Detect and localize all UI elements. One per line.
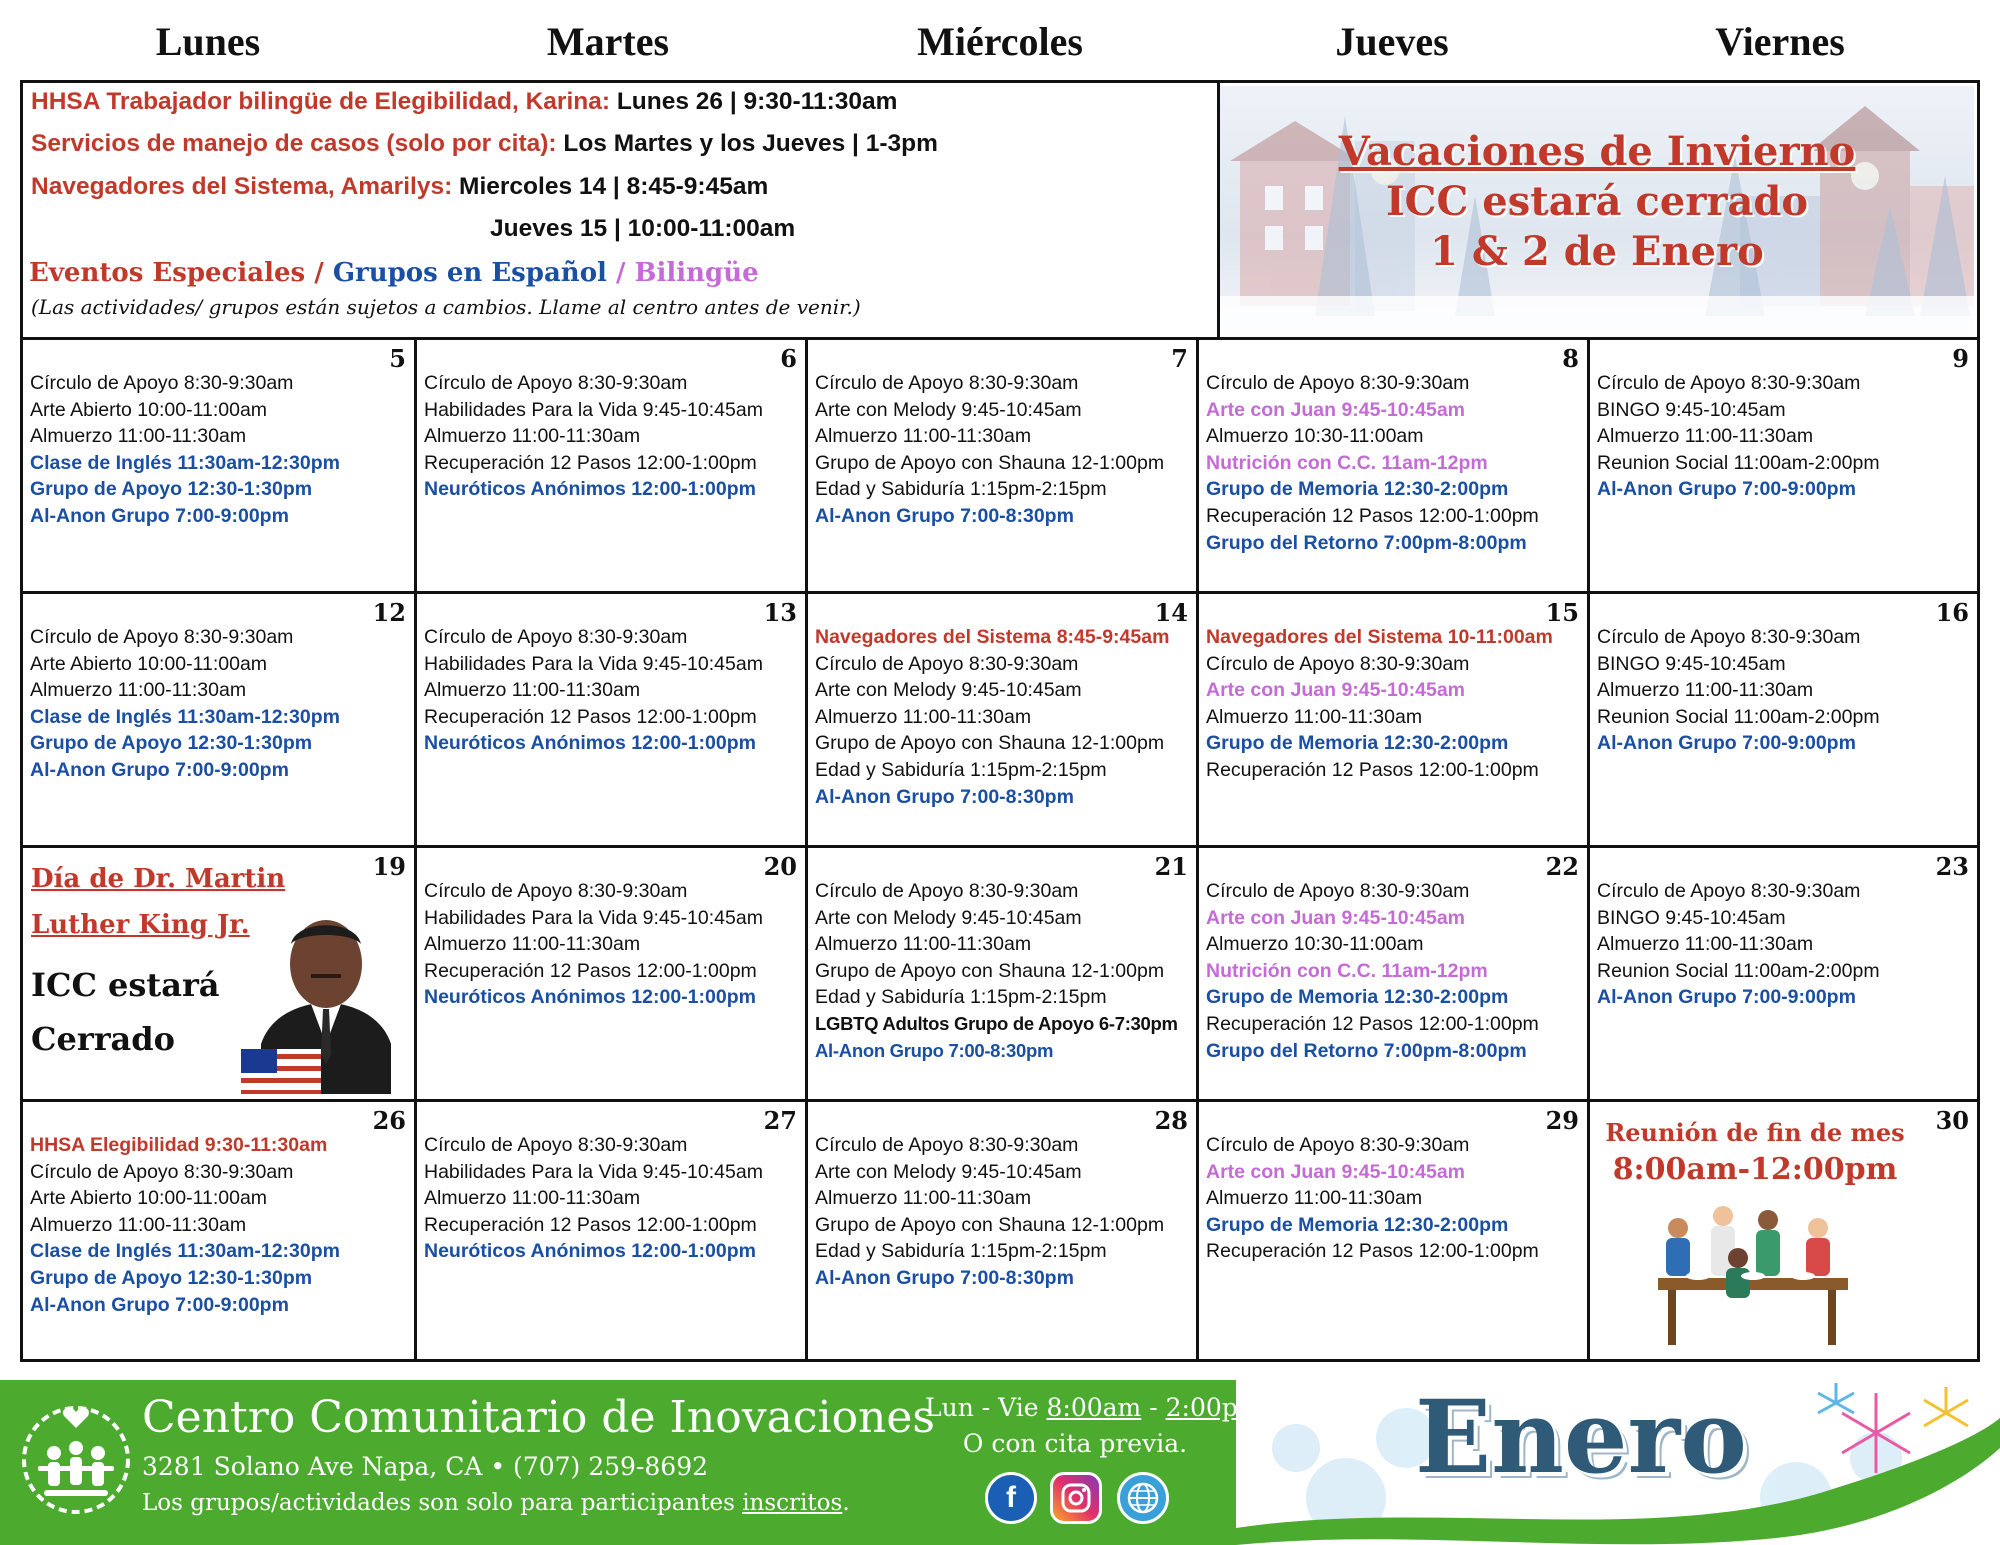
facebook-icon[interactable] [985,1472,1037,1524]
event-item: Grupo de Apoyo 12:30-1:30pm [30,732,313,755]
event-item: Almuerzo 11:00-11:30am [424,679,641,702]
org-address: 3281 Solano Ave Napa, CA • (707) 259-8692 [142,1452,709,1481]
event-list [424,878,763,1011]
globe-icon[interactable] [1117,1472,1169,1524]
day-cell [1590,340,1977,591]
event-item: Círculo de Apoyo 8:30-9:30am [1206,372,1470,394]
event-item: Navegadores del Sistema 8:45-9:45am [815,626,1170,648]
event-item: Neuróticos Anónimos 12:00-1:00pm [424,1240,756,1263]
event-item: Grupo de Memoria 12:30-2:00pm [1206,732,1509,755]
winter-vacation-banner [1220,86,1974,337]
day-number: 14 [1154,598,1188,627]
event-item: Reunion Social 11:00am-2:00pm [1597,451,1880,474]
month-title: Enero [1415,1378,1747,1496]
legend-special: Eventos Especiales [29,258,306,288]
event-item: Almuerzo 11:00-11:30am [815,933,1032,956]
event-list [424,370,763,503]
day-number: 19 [372,852,406,881]
disclaimer-note: (Las actividades/ grupos están sujetos a cambios. Llame al centro antes de venir.) [31,295,861,319]
event-item: Círculo de Apoyo 8:30-9:30am [30,372,294,394]
event-item: Clase de Inglés 11:30am-12:30pm [30,1240,340,1263]
day-number: 28 [1154,1106,1188,1135]
event-item: Al-Anon Grupo 7:00-9:00pm [1597,478,1856,501]
event-item: Arte con Juan 9:45-10:45am [1206,906,1466,929]
event-item: Círculo de Apoyo 8:30-9:30am [815,372,1079,394]
note-underlined: inscritos [742,1490,843,1516]
event-item: Edad y Sabiduría 1:15pm-2:15pm [815,1240,1107,1263]
event-item: Recuperación 12 Pasos 12:00-1:00pm [424,451,757,474]
day-cell [417,594,805,845]
event-item: BINGO 9:45-10:45am [1597,398,1786,421]
info-value: Los Martes y los Jueves | 1-3pm [556,130,938,157]
event-item: Al-Anon Grupo 7:00-8:30pm [815,785,1074,808]
event-item: Círculo de Apoyo 8:30-9:30am [30,626,294,648]
event-item: Almuerzo 11:00-11:30am [1206,1187,1423,1210]
event-item: Recuperación 12 Pasos 12:00-1:00pm [1206,504,1539,527]
mlk-day-block [23,848,414,1099]
event-list [424,624,763,757]
day-cell [23,1102,414,1359]
event-item: Almuerzo 11:00-11:30am [815,425,1032,448]
event-list [1597,878,1880,1011]
facebook-glyph: f [1006,1481,1016,1514]
people-eating-illustration [1628,1198,1878,1348]
event-item: Arte con Juan 9:45-10:45am [1206,1160,1466,1183]
event-item: Almuerzo 11:00-11:30am [1597,933,1814,956]
day-number: 22 [1545,852,1579,881]
event-item: Almuerzo 10:30-11:00am [1206,933,1424,956]
day-cell [1199,848,1587,1099]
mlk-title-line2: Luther King Jr. [31,910,250,940]
event-item: Grupo de Apoyo con Shauna 12-1:00pm [815,451,1165,474]
info-value: Jueves 15 | 10:00-11:00am [490,215,796,242]
hours-close: 2:00pm [1165,1393,1262,1422]
event-list [30,1132,340,1318]
event-item: Arte Abierto 10:00-11:00am [30,398,268,421]
event-item: Recuperación 12 Pasos 12:00-1:00pm [1206,758,1539,781]
legend-spanish: Grupos en Español [332,258,607,288]
event-item: Almuerzo 10:30-11:00am [1206,425,1424,448]
mlk-closed-line2: Cerrado [31,1020,175,1058]
event-item: Nutrición con C.C. 11am-12pm [1206,959,1488,982]
event-item: Almuerzo 11:00-11:30am [424,933,641,956]
event-item: Almuerzo 11:00-11:30am [30,679,247,702]
reunion-time: 8:00am-12:00pm [1612,1152,1898,1187]
day-header-viernes: Viernes [1715,19,1845,64]
event-item: Al-Anon Grupo 7:00-9:00pm [1597,986,1856,1009]
legend-separator: / [305,258,333,288]
event-item: Grupo de Memoria 12:30-2:00pm [1206,478,1509,501]
event-item: Recuperación 12 Pasos 12:00-1:00pm [424,959,757,982]
reunion-title: Reunión de fin de mes [1605,1118,1905,1147]
day-header-miercoles: Miércoles [917,19,1083,64]
event-item: Almuerzo 11:00-11:30am [30,425,247,448]
event-item: Grupo de Apoyo con Shauna 12-1:00pm [815,1213,1165,1236]
event-item: Habilidades Para la Vida 9:45-10:45am [424,1160,763,1183]
event-item: Edad y Sabiduría 1:15pm-2:15pm [815,478,1107,501]
legend-separator: / [606,258,635,288]
event-item: Grupo de Memoria 12:30-2:00pm [1206,986,1509,1009]
info-label: HHSA Trabajador bilingüe de Elegibilidad, Karina: [31,88,611,115]
winter-title: Vacaciones de Invierno [1338,128,1856,175]
event-item: Almuerzo 11:00-11:30am [424,425,641,448]
footer-bar [0,1380,1262,1545]
event-item: Almuerzo 11:00-11:30am [1597,679,1814,702]
instagram-icon[interactable] [1050,1472,1102,1524]
event-item: Arte Abierto 10:00-11:00am [30,1187,268,1210]
event-item: BINGO 9:45-10:45am [1597,906,1786,929]
event-list [1206,878,1539,1064]
office-hours [925,1390,1262,1462]
day-number: 23 [1935,852,1969,881]
day-cell [1199,594,1587,845]
event-item: Círculo de Apoyo 8:30-9:30am [424,372,688,394]
event-item: Reunion Social 11:00am-2:00pm [1597,705,1880,728]
mlk-title-line1: Día de Dr. Martin [31,864,286,894]
event-item: Neuróticos Anónimos 12:00-1:00pm [424,732,756,755]
event-item: Neuróticos Anónimos 12:00-1:00pm [424,986,756,1009]
hours-open: 8:00am [1046,1393,1142,1422]
event-item: Clase de Inglés 11:30am-12:30pm [30,705,340,728]
event-item: Al-Anon Grupo 7:00-8:30pm [815,1266,1074,1289]
event-item: BINGO 9:45-10:45am [1597,652,1786,675]
mlk-portrait-illustration [241,894,411,1094]
day-cell [23,340,414,591]
event-item: Recuperación 12 Pasos 12:00-1:00pm [424,1213,757,1236]
note-text: Los grupos/actividades son solo para participantes [142,1490,743,1516]
event-item: Habilidades Para la Vida 9:45-10:45am [424,906,763,929]
event-item: Grupo de Apoyo con Shauna 12-1:00pm [815,732,1165,755]
event-list [815,624,1169,810]
day-cell [1199,340,1587,591]
event-list [1206,370,1539,556]
info-eligibility [31,88,897,116]
winter-dates: 1 & 2 de Enero [1430,228,1764,275]
event-item: Grupo de Apoyo 12:30-1:30pm [30,478,313,501]
event-item: Neuróticos Anónimos 12:00-1:00pm [424,478,756,501]
day-number: 30 [1935,1106,1969,1135]
event-item: Grupo de Apoyo con Shauna 12-1:00pm [815,959,1165,982]
day-number: 26 [372,1106,406,1135]
event-item: Almuerzo 11:00-11:30am [815,1187,1032,1210]
event-item: Arte con Juan 9:45-10:45am [1206,398,1466,421]
info-navigators [31,173,768,201]
logo-icon [14,1398,138,1522]
event-item: Almuerzo 11:00-11:30am [424,1187,641,1210]
day-number: 29 [1545,1106,1579,1135]
event-item: Círculo de Apoyo 8:30-9:30am [1597,626,1861,648]
event-item: Almuerzo 11:00-11:30am [1597,425,1814,448]
info-case-management [31,130,938,158]
event-item: Círculo de Apoyo 8:30-9:30am [424,1134,688,1156]
day-number: 9 [1952,344,1969,373]
event-item: Arte Abierto 10:00-11:00am [30,652,268,675]
event-item: Recuperación 12 Pasos 12:00-1:00pm [424,705,757,728]
event-item: Círculo de Apoyo 8:30-9:30am [1206,880,1470,902]
event-item: Círculo de Apoyo 8:30-9:30am [1206,652,1470,675]
event-list [1206,624,1553,784]
day-number: 27 [763,1106,797,1135]
event-item: Recuperación 12 Pasos 12:00-1:00pm [1206,1240,1539,1263]
event-item: Almuerzo 11:00-11:30am [30,1213,247,1236]
event-item: Círculo de Apoyo 8:30-9:30am [1597,372,1861,394]
event-item: Círculo de Apoyo 8:30-9:30am [424,626,688,648]
info-navigators-2 [490,215,795,243]
hours-text: - [1141,1393,1166,1422]
event-list [1206,1132,1539,1265]
event-item: Grupo de Apoyo 12:30-1:30pm [30,1266,313,1289]
calendar-grid [20,80,1980,1362]
event-item: Al-Anon Grupo 7:00-9:00pm [30,1293,289,1316]
event-item: Arte con Melody 9:45-10:45am [815,906,1082,929]
info-label: Servicios de manejo de casos (solo por cita): [31,130,557,157]
event-item: Nutrición con C.C. 11am-12pm [1206,451,1488,474]
day-number: 16 [1935,598,1969,627]
hours-line [925,1390,1262,1426]
day-cell [1590,594,1977,845]
winter-closed: ICC estará cerrado [1385,178,1809,225]
event-item: Al-Anon Grupo 7:00-8:30pm [815,504,1074,527]
event-item: Al-Anon Grupo 7:00-8:30pm [815,1039,1054,1061]
day-header-martes: Martes [546,19,670,64]
event-list [30,370,340,530]
event-item: Círculo de Apoyo 8:30-9:30am [424,880,688,902]
event-item: Grupo del Retorno 7:00pm-8:00pm [1206,531,1527,554]
event-list [30,624,340,784]
day-cell [808,594,1196,845]
event-list [1597,624,1880,757]
day-number: 7 [1171,344,1188,373]
mlk-closed-line1: ICC estará [31,966,220,1004]
globe-glyph [1126,1481,1160,1515]
org-name: Centro Comunitario de Inovaciones [142,1392,936,1443]
hours-appointment: O con cita previa. [962,1429,1188,1458]
info-label: Navegadores del Sistema, Amarilys: [31,173,453,200]
day-cell [808,340,1196,591]
event-list [815,1132,1164,1292]
hours-text: Lun - Vie [925,1393,1047,1422]
registration-note [142,1490,850,1516]
event-item: Al-Anon Grupo 7:00-9:00pm [30,504,289,527]
event-item: Almuerzo 11:00-11:30am [1206,705,1423,728]
event-item: Círculo de Apoyo 8:30-9:30am [815,1134,1079,1156]
note-text: . [842,1490,850,1516]
event-item: Recuperación 12 Pasos 12:00-1:00pm [1206,1012,1539,1035]
event-item: Arte con Melody 9:45-10:45am [815,1160,1082,1183]
event-list [1597,370,1880,503]
day-number: 20 [763,852,797,881]
day-header-lunes: Lunes [155,19,261,64]
event-list [424,1132,763,1265]
event-item: Reunion Social 11:00am-2:00pm [1597,959,1880,982]
event-list [815,878,1178,1064]
day-cell [23,594,414,845]
event-item: Arte con Juan 9:45-10:45am [1206,679,1466,702]
event-item: Arte con Melody 9:45-10:45am [815,398,1082,421]
day-cell [1199,1102,1587,1359]
day-header-jueves: Jueves [1335,19,1449,64]
event-item: Edad y Sabiduría 1:15pm-2:15pm [815,758,1107,781]
event-item: Al-Anon Grupo 7:00-9:00pm [1597,732,1856,755]
event-item: Habilidades Para la Vida 9:45-10:45am [424,652,763,675]
event-item: Arte con Melody 9:45-10:45am [815,679,1082,702]
event-item: Círculo de Apoyo 8:30-9:30am [1206,1134,1470,1156]
day-number: 21 [1154,852,1188,881]
day-number: 12 [372,598,406,627]
event-item: Grupo del Retorno 7:00pm-8:00pm [1206,1039,1527,1062]
event-item: Círculo de Apoyo 8:30-9:30am [815,880,1079,902]
event-item: Edad y Sabiduría 1:15pm-2:15pm [815,986,1107,1009]
event-item: Al-Anon Grupo 7:00-9:00pm [30,758,289,781]
day-number: 15 [1545,598,1579,627]
day-number: 8 [1562,344,1579,373]
day-cell [808,848,1196,1099]
event-item: Almuerzo 11:00-11:30am [815,705,1032,728]
event-item: LGBTQ Adultos Grupo de Apoyo 6-7:30pm [815,1012,1178,1034]
day-number: 13 [763,598,797,627]
day-cell [417,1102,805,1359]
info-value: Miercoles 14 | 8:45-9:45am [452,173,769,200]
legend-bilingual: Bilingüe [634,258,759,288]
event-item: Clase de Inglés 11:30am-12:30pm [30,451,340,474]
event-item: Navegadores del Sistema 10-11:00am [1206,626,1553,648]
info-block [23,83,1217,337]
event-item: Círculo de Apoyo 8:30-9:30am [1597,880,1861,902]
day-cell [1590,848,1977,1099]
event-item: Habilidades Para la Vida 9:45-10:45am [424,398,763,421]
instagram-glyph [1060,1482,1092,1514]
event-item: Grupo de Memoria 12:30-2:00pm [1206,1213,1509,1236]
event-item: Círculo de Apoyo 8:30-9:30am [815,652,1079,675]
day-number: 6 [780,344,797,373]
day-cell [808,1102,1196,1359]
end-of-month-meeting [1590,1102,1977,1359]
day-number: 5 [389,344,406,373]
day-cell [417,848,805,1099]
event-item: HHSA Elegibilidad 9:30-11:30am [30,1134,328,1156]
day-cell [417,340,805,591]
color-legend [29,258,759,288]
event-item: Círculo de Apoyo 8:30-9:30am [30,1160,294,1183]
event-list [815,370,1164,530]
info-value: Lunes 26 | 9:30-11:30am [610,88,898,115]
